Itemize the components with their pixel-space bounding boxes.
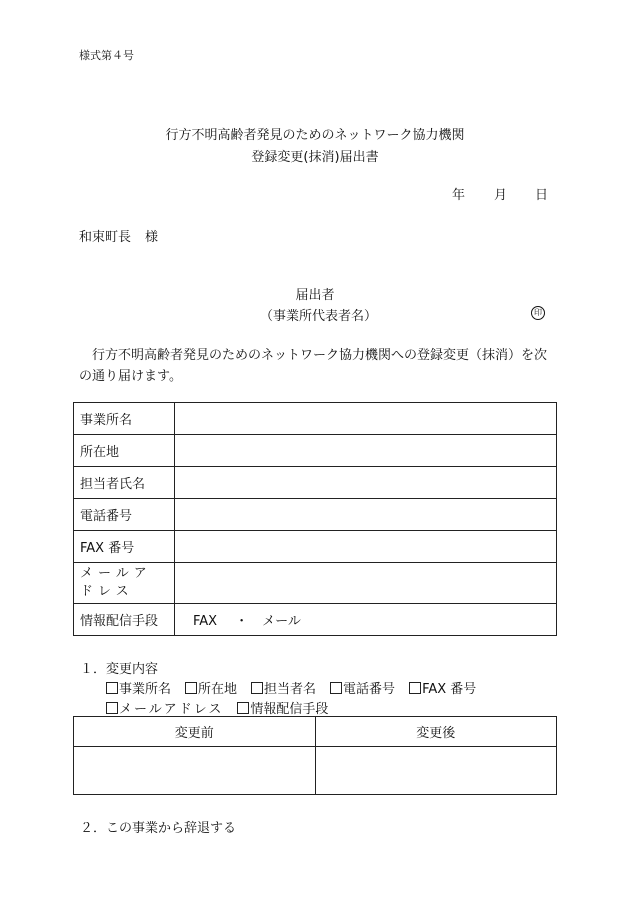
table-row bbox=[74, 531, 557, 563]
checkbox-icon[interactable] bbox=[106, 682, 118, 694]
before-field[interactable] bbox=[74, 747, 316, 795]
checkbox-icon[interactable] bbox=[330, 682, 342, 694]
phone-label: 電話番号 bbox=[74, 499, 175, 531]
addressee-honorific: 様 bbox=[145, 230, 159, 245]
change-options-row2 bbox=[106, 698, 342, 717]
address-label: 所在地 bbox=[74, 435, 175, 467]
addressee bbox=[79, 226, 158, 245]
delivery-method-field[interactable] bbox=[175, 604, 557, 636]
delivery-method-label: 情報配信手段 bbox=[74, 604, 175, 636]
form-number: 様式第４号 bbox=[79, 49, 134, 62]
table-row bbox=[74, 499, 557, 531]
checkbox-icon[interactable] bbox=[106, 702, 118, 714]
office-info-table bbox=[73, 402, 557, 636]
option-office-name[interactable]: 事業所名 bbox=[106, 682, 171, 697]
fax-field[interactable] bbox=[175, 531, 557, 563]
email-label: メールアドレス bbox=[74, 563, 175, 604]
contact-person-label: 担当者氏名 bbox=[74, 467, 175, 499]
table-row bbox=[74, 403, 557, 435]
option-phone[interactable]: 電話番号 bbox=[330, 682, 395, 697]
method-email-option[interactable]: メール bbox=[262, 614, 301, 629]
table-row bbox=[74, 747, 557, 795]
email-field[interactable] bbox=[175, 563, 557, 604]
table-row bbox=[74, 717, 557, 747]
option-delivery-method[interactable]: 情報配信手段 bbox=[237, 702, 328, 717]
section1-heading: １．変更内容 bbox=[80, 662, 159, 677]
body-text: 行方不明高齢者発見のためのネットワーク協力機関への登録変更（抹消）を次の通り届けます。 bbox=[79, 348, 548, 384]
table-row bbox=[74, 604, 557, 636]
document-title-line1: 行方不明高齢者発見のためのネットワーク協力機関 bbox=[165, 128, 465, 143]
checkbox-icon[interactable] bbox=[409, 682, 421, 694]
addressee-name: 和束町長 bbox=[79, 230, 132, 245]
date-day-label: 日 bbox=[535, 188, 549, 203]
after-field[interactable] bbox=[315, 747, 557, 795]
option-fax[interactable]: FAX 番号 bbox=[409, 682, 476, 697]
after-header: 変更後 bbox=[315, 717, 557, 747]
method-fax-option[interactable]: FAX bbox=[193, 614, 218, 629]
checkbox-icon[interactable] bbox=[237, 702, 249, 714]
change-options-row1 bbox=[106, 678, 490, 697]
office-name-field[interactable] bbox=[175, 403, 557, 435]
checkbox-icon[interactable] bbox=[185, 682, 197, 694]
address-field[interactable] bbox=[175, 435, 557, 467]
method-separator: ・ bbox=[235, 614, 249, 629]
document-title-line2: 登録変更(抹消)届出書 bbox=[251, 150, 379, 165]
table-row bbox=[74, 467, 557, 499]
table-row bbox=[74, 435, 557, 467]
option-address[interactable]: 所在地 bbox=[185, 682, 237, 697]
seal-mark-icon: 印 bbox=[531, 306, 545, 320]
office-name-label: 事業所名 bbox=[74, 403, 175, 435]
phone-field[interactable] bbox=[175, 499, 557, 531]
fax-label: FAX 番号 bbox=[74, 531, 175, 563]
option-email[interactable]: メールアドレス bbox=[106, 702, 223, 717]
checkbox-icon[interactable] bbox=[251, 682, 263, 694]
change-details-table bbox=[73, 716, 557, 795]
before-header: 変更前 bbox=[74, 717, 316, 747]
date-month-label: 月 bbox=[494, 188, 508, 203]
table-row bbox=[74, 563, 557, 604]
option-contact-person[interactable]: 担当者名 bbox=[251, 682, 316, 697]
section2-heading: ２．この事業から辞退する bbox=[80, 821, 237, 836]
applicant-label: 届出者 bbox=[295, 288, 335, 303]
contact-person-field[interactable] bbox=[175, 467, 557, 499]
date-year-label: 年 bbox=[452, 188, 466, 203]
applicant-representative-label: （事業所代表者名） bbox=[260, 309, 378, 324]
